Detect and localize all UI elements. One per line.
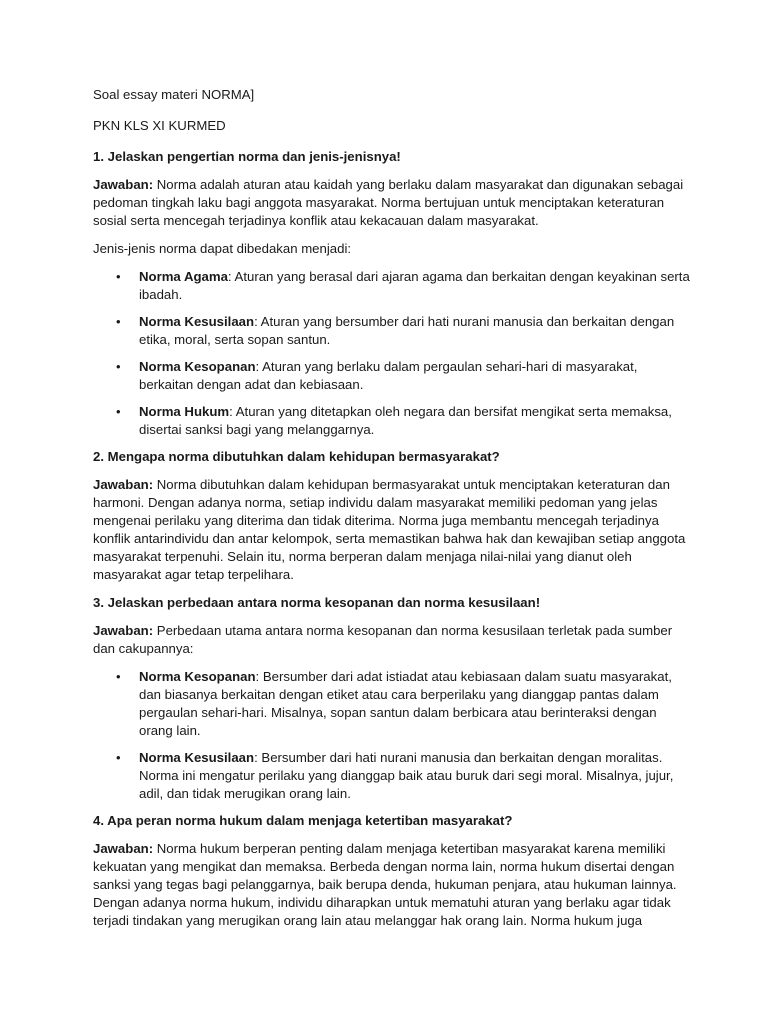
list-item-term: Norma Hukum xyxy=(139,404,230,419)
class-label: PKN KLS XI KURMED xyxy=(93,118,226,133)
norm-difference-list xyxy=(93,668,693,803)
answer-4 xyxy=(93,840,693,930)
bullet-icon: • xyxy=(116,269,121,284)
answer-2-text: Norma dibutuhkan dalam kehidupan bermasyarakat untuk menciptakan keteraturan dan harmoni. Dengan adanya norma, setiap individu dalam masyarakat memiliki pedoman yang jelas mengenai perilaku yang diterima dan tidak diterima. Norma juga membantu mencegah terjadinya konflik antarindividu dan antar kelompok, serta memastikan bahwa hak dan kewajiban setiap anggota masyarakat terpenuhi. Selain itu, norma berperan dalam menjaga nilai-nilai yang dianut oleh masyarakat agar tetap terpelihara. xyxy=(93,477,686,582)
list-item xyxy=(93,749,693,803)
answer-3-text: Perbedaan utama antara norma kesopanan dan norma kesusilaan terletak pada sumber dan cakupannya: xyxy=(93,623,673,656)
answer-4-text: Norma hukum berperan penting dalam menjaga ketertiban masyarakat karena memiliki kekuatan yang mengikat dan memaksa. Berbeda dengan norma lain, norma hukum disertai dengan sanksi yang tegas bagi pelanggarnya, baik berupa denda, hukuman penjara, atau hukuman lainnya. Dengan adanya norma hukum, individu diharapkan untuk mematuhi aturan yang berlaku agar tidak terjadi tindakan yang merugikan orang lain atau melanggar hak orang lain. Norma hukum juga xyxy=(93,841,677,928)
answer-label: Jawaban: xyxy=(93,477,154,492)
bullet-icon: • xyxy=(116,359,121,374)
question-2: 2. Mengapa norma dibutuhkan dalam kehidupan bermasyarakat? xyxy=(93,449,500,464)
document-page xyxy=(93,86,693,940)
list-item-term: Norma Kesusilaan xyxy=(139,314,255,329)
bullet-icon: • xyxy=(116,314,121,329)
list-item-term: Norma Kesopanan xyxy=(139,359,256,374)
list-item xyxy=(93,668,693,740)
list-item-term: Norma Kesopanan xyxy=(139,669,256,684)
question-4: 4. Apa peran norma hukum dalam menjaga ketertiban masyarakat? xyxy=(93,813,513,828)
list-item-text: : Bersumber dari hati nurani manusia dan berkaitan dengan moralitas. Norma ini mengatur perilaku yang dianggap baik atau buruk dari segi moral. Misalnya, jujur, adil, dan tidak merugikan orang lain. xyxy=(139,750,674,801)
answer-label: Jawaban: xyxy=(93,841,154,856)
document-title: Soal essay materi NORMA] xyxy=(93,87,255,102)
norm-types-intro: Jenis-jenis norma dapat dibedakan menjadi: xyxy=(93,241,352,256)
list-item-text: : Aturan yang bersumber dari hati nurani manusia dan berkaitan dengan etika, moral, serta sopan santun. xyxy=(139,314,675,347)
answer-1 xyxy=(93,176,693,230)
question-3: 3. Jelaskan perbedaan antara norma kesopanan dan norma kesusilaan! xyxy=(93,595,541,610)
list-item xyxy=(93,268,693,304)
list-item-text: : Aturan yang berlaku dalam pergaulan sehari-hari di masyarakat, berkaitan dengan adat dan kebiasaan. xyxy=(139,359,638,392)
list-item xyxy=(93,403,693,439)
list-item-term: Norma Agama xyxy=(139,269,228,284)
answer-2 xyxy=(93,476,693,584)
list-item-text: : Aturan yang ditetapkan oleh negara dan bersifat mengikat serta memaksa, disertai sanksi bagi yang melanggarnya. xyxy=(139,404,672,437)
list-item-term: Norma Kesusilaan xyxy=(139,750,255,765)
bullet-icon: • xyxy=(116,669,121,684)
question-1: 1. Jelaskan pengertian norma dan jenis-jenisnya! xyxy=(93,149,401,164)
answer-label: Jawaban: xyxy=(93,623,154,638)
list-item-text: : Aturan yang berasal dari ajaran agama dan berkaitan dengan keyakinan serta ibadah. xyxy=(139,269,690,302)
answer-1-text: Norma adalah aturan atau kaidah yang berlaku dalam masyarakat dan digunakan sebagai pedoman tingkah laku bagi anggota masyarakat. Norma bertujuan untuk menciptakan keteraturan sosial serta mencegah terjadinya konflik atau kekacauan dalam masyarakat. xyxy=(93,177,684,228)
list-item xyxy=(93,313,693,349)
list-item-text: : Bersumber dari adat istiadat atau kebiasaan dalam suatu masyarakat, dan biasanya berkaitan dengan etiket atau cara berperilaku yang dianggap pantas dalam pergaulan sehari-hari. Misalnya, sopan santun dalam berbicara atau berinteraksi dengan orang lain. xyxy=(139,669,672,738)
answer-3 xyxy=(93,622,693,658)
bullet-icon: • xyxy=(116,750,121,765)
bullet-icon: • xyxy=(116,404,121,419)
answer-label: Jawaban: xyxy=(93,177,154,192)
norm-types-list xyxy=(93,268,693,439)
list-item xyxy=(93,358,693,394)
